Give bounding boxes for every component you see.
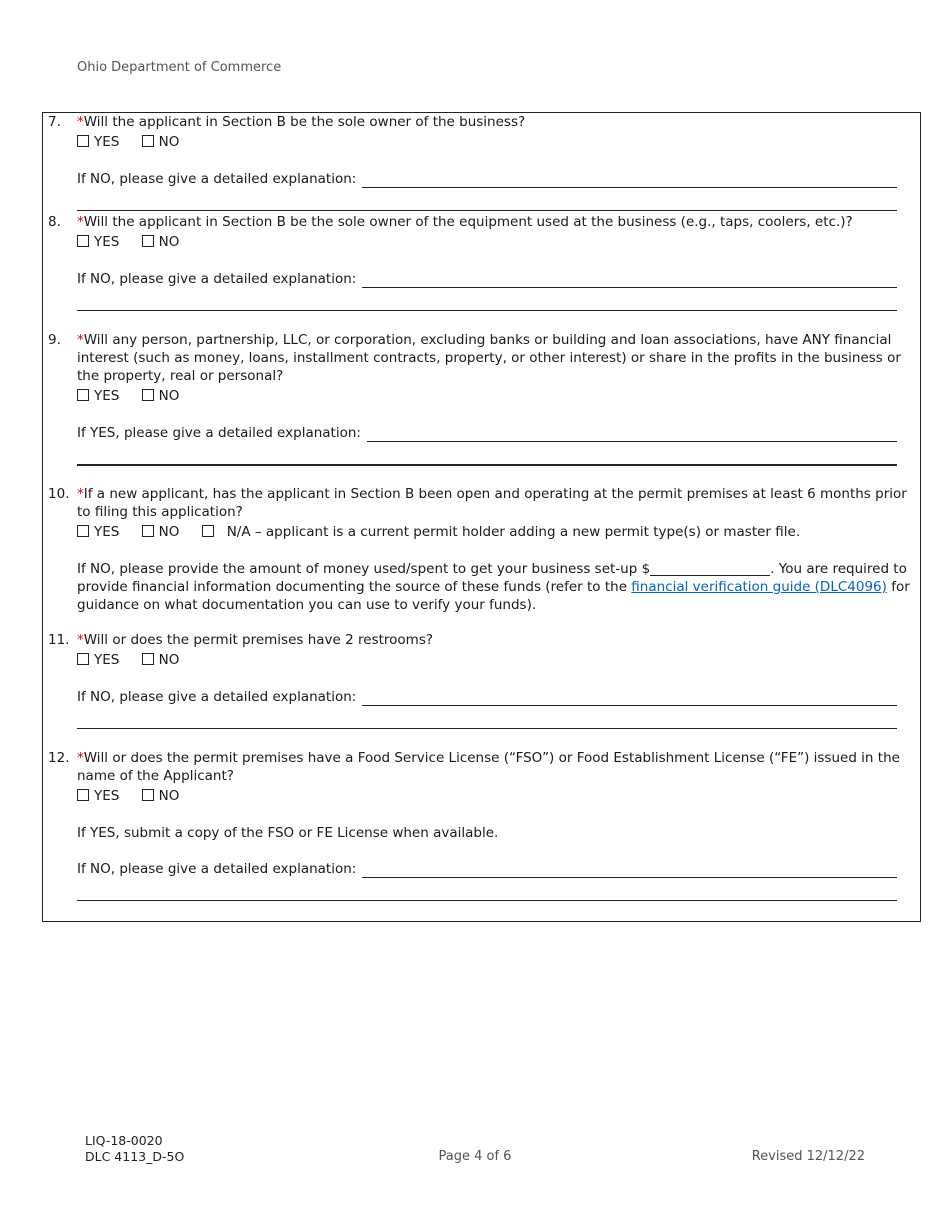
option-label: YES: [94, 524, 120, 540]
explanation-row: [77, 688, 910, 706]
explanation-row: [77, 424, 910, 442]
explanation-row: [77, 860, 910, 878]
question-label: Will or does the permit premises have 2 restrooms?: [83, 632, 434, 648]
option-label: NO: [158, 788, 180, 804]
option-label: NO: [158, 234, 180, 250]
option-no[interactable]: [142, 233, 180, 251]
option-no[interactable]: [142, 787, 180, 805]
explanation-label: If NO, please give a detailed explanation:: [77, 861, 357, 877]
question-number: 7.: [48, 114, 61, 130]
question-text: [77, 485, 910, 521]
explanation-line-2[interactable]: [77, 728, 897, 729]
question-text: [77, 749, 910, 785]
option-label: YES: [94, 134, 120, 150]
checkbox-no[interactable]: [142, 389, 154, 401]
question-label: If a new applicant, has the applicant in Section B been open and operating at the permit premises at least 6 months prior to filing this application?: [77, 486, 907, 520]
checkbox-no[interactable]: [142, 525, 154, 537]
option-label: YES: [94, 388, 120, 404]
required-asterisk: *: [77, 750, 84, 766]
explanation-label: If YES, please give a detailed explanation:: [77, 425, 361, 441]
option-yes[interactable]: [77, 233, 119, 251]
option-label: NO: [158, 388, 180, 404]
yes-no-na-options: [77, 523, 910, 541]
checkbox-no[interactable]: [142, 789, 154, 801]
revision-date: Revised 12/12/22: [751, 1149, 865, 1164]
checkbox-yes[interactable]: [77, 389, 89, 401]
financial-guide-link[interactable]: financial verification guide (DLC4096): [631, 579, 887, 595]
yes-no-options: [77, 387, 910, 405]
option-no[interactable]: [142, 651, 180, 669]
question-number: 10.: [48, 486, 70, 502]
question-text: [77, 213, 910, 231]
question-label: Will any person, partnership, LLC, or corporation, excluding banks or building and loan associations, have ANY financial interest (such as money, loans, installment contracts, property, or other interest) or share in the profits in the business or the property, real or personal?: [77, 332, 901, 384]
submit-note: If YES, submit a copy of the FSO or FE License when available.: [77, 825, 499, 841]
explanation-field[interactable]: [362, 172, 897, 188]
funding-text-b: . You are required to provide financial information documenting the source of these funds (refer to the: [77, 561, 907, 595]
page-number: Page 4 of 6: [438, 1149, 512, 1164]
option-label: YES: [94, 234, 120, 250]
explanation-label: If NO, please give a detailed explanation:: [77, 271, 357, 287]
option-label: N/A – applicant is a current permit holder adding a new permit type(s) or master file.: [226, 524, 801, 540]
question-10: [48, 485, 910, 614]
explanation-field[interactable]: [362, 862, 897, 878]
question-text: [77, 113, 910, 131]
question-label: Will the applicant in Section B be the sole owner of the business?: [83, 114, 526, 130]
option-label: YES: [94, 788, 120, 804]
question-text: [77, 331, 910, 385]
question-label: Will or does the permit premises have a Food Service License (“FSO”) or Food Establishment License (“FE”) issued in the name of the Applicant?: [77, 750, 900, 784]
checkbox-yes[interactable]: [77, 135, 89, 147]
checkbox-no[interactable]: [142, 653, 154, 665]
question-number: 8.: [48, 214, 61, 230]
required-asterisk: *: [77, 486, 84, 502]
required-asterisk: *: [77, 632, 84, 648]
explanation-label: If NO, please give a detailed explanation:: [77, 689, 357, 705]
option-na[interactable]: [202, 523, 800, 541]
option-yes[interactable]: [77, 651, 119, 669]
explanation-line-2[interactable]: [77, 310, 897, 311]
question-7: [48, 113, 910, 211]
question-number: 11.: [48, 632, 70, 648]
option-no[interactable]: [142, 133, 180, 151]
question-12: [48, 749, 910, 901]
checkbox-yes[interactable]: [77, 235, 89, 247]
question-11: [48, 631, 910, 729]
option-yes[interactable]: [77, 787, 119, 805]
option-yes[interactable]: [77, 387, 119, 405]
explanation-field[interactable]: [362, 272, 897, 288]
checkbox-no[interactable]: [142, 135, 154, 147]
option-yes[interactable]: [77, 523, 119, 541]
explanation-row: [77, 170, 910, 188]
option-no[interactable]: [142, 523, 180, 541]
page-header: Ohio Department of Commerce: [77, 60, 282, 75]
option-label: NO: [158, 652, 180, 668]
checkbox-yes[interactable]: [77, 525, 89, 537]
required-asterisk: *: [77, 214, 84, 230]
option-label: YES: [94, 652, 120, 668]
explanation-field[interactable]: [367, 426, 897, 442]
yes-no-options: [77, 133, 910, 151]
funding-text-c: for guidance on what documentation you can use to verify your funds).: [77, 579, 910, 613]
explanation-line-2[interactable]: [77, 210, 897, 211]
checkbox-no[interactable]: [142, 235, 154, 247]
explanation-field[interactable]: [362, 690, 897, 706]
form-code: DLC 4113_D-5O: [85, 1149, 185, 1164]
explanation-row: [77, 270, 910, 288]
required-asterisk: *: [77, 114, 84, 130]
question-9: [48, 331, 910, 466]
form-id: LIQ-18-0020: [85, 1133, 163, 1148]
yes-no-options: [77, 787, 910, 805]
funding-text-a: If NO, please provide the amount of money used/spent to get your business set-up $: [77, 561, 651, 577]
funding-paragraph: [77, 560, 910, 614]
question-number: 12.: [48, 750, 70, 766]
option-no[interactable]: [142, 387, 180, 405]
checkbox-yes[interactable]: [77, 653, 89, 665]
explanation-line-2[interactable]: [77, 900, 897, 901]
option-yes[interactable]: [77, 133, 119, 151]
yes-no-options: [77, 233, 910, 251]
question-text: [77, 631, 910, 649]
required-asterisk: *: [77, 332, 84, 348]
checkbox-na[interactable]: [202, 525, 214, 537]
explanation-line-2[interactable]: [77, 464, 897, 466]
yes-no-options: [77, 651, 910, 669]
question-label: Will the applicant in Section B be the sole owner of the equipment used at the business (e.g., taps, coolers, etc.)?: [83, 214, 853, 230]
question-number: 9.: [48, 332, 61, 348]
explanation-label: If NO, please give a detailed explanation:: [77, 171, 357, 187]
question-8: [48, 213, 910, 311]
option-label: NO: [158, 524, 180, 540]
checkbox-yes[interactable]: [77, 789, 89, 801]
amount-field[interactable]: [650, 561, 770, 576]
option-label: NO: [158, 134, 180, 150]
